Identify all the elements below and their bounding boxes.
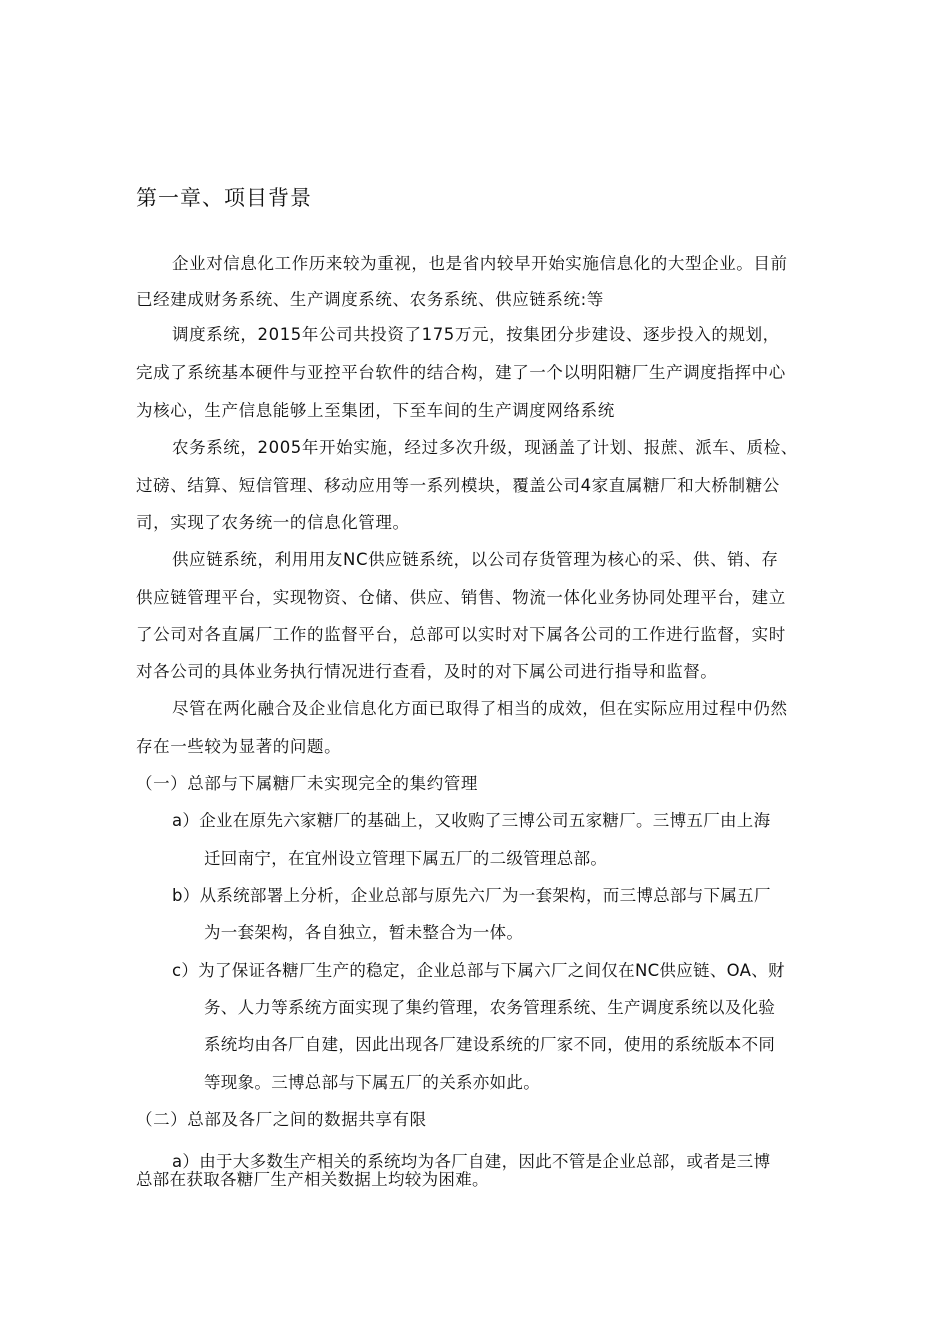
paragraph-line: 对各公司的具体业务执行情况进行查看，及时的对下属公司进行指导和监督。 — [136, 662, 718, 681]
paragraph-line: 了公司对各直属厂工作的监督平台，总部可以实时对下属各公司的工作进行监督，实时 — [136, 625, 786, 644]
list-item-continuation: 等现象。三博总部与下属五厂的关系亦如此。 — [204, 1073, 540, 1092]
paragraph-line: 企业对信息化工作历来较为重视，也是省内较早开始实施信息化的大型企业。目前 — [172, 254, 788, 273]
list-item-continuation: 总部在获取各糖厂生产相关数据上均较为困难。 — [136, 1170, 489, 1189]
chapter-heading: 第一章、项目背景 — [136, 186, 312, 210]
list-item: a）企业在原先六家糖厂的基础上，又收购了三博公司五家糖厂。三博五厂由上海 — [172, 811, 771, 830]
list-item: c）为了保证各糖厂生产的稳定，企业总部与下属六厂之间仅在NC供应链、OA、财 — [172, 961, 785, 980]
section-heading: （一）总部与下属糖厂未实现完全的集约管理 — [136, 774, 478, 793]
paragraph-line: 农务系统，2005年开始实施，经过多次升级，现涵盖了计划、报蔗、派车、质检、 — [172, 438, 798, 457]
paragraph-line: 尽管在两化融合及企业信息化方面已取得了相当的成效，但在实际应用过程中仍然 — [172, 699, 788, 718]
list-item: a）由于大多数生产相关的系统均为各厂自建，因此不管是企业总部，或者是三博 — [172, 1152, 771, 1171]
paragraph-line: 已经建成财务系统、生产调度系统、农务系统、供应链系统:等 — [136, 290, 604, 309]
paragraph-line: 完成了系统基本硬件与亚控平台软件的结合构，建了一个以明阳糖厂生产调度指挥中心 — [136, 363, 786, 382]
list-item-continuation: 系统均由各厂自建，因此出现各厂建设系统的厂家不同，使用的系统版本不同 — [204, 1035, 776, 1054]
paragraph-line: 过磅、结算、短信管理、移动应用等一系列模块，覆盖公司4家直属糖厂和大桥制糖公 — [136, 476, 780, 495]
list-item-continuation: 为一套架构，各自独立，暂未整合为一体。 — [204, 923, 524, 942]
paragraph-line: 调度系统，2015年公司共投资了175万元，按集团分步建设、逐步投入的规划， — [172, 325, 780, 344]
paragraph-line: 供应链管理平台，实现物资、仓储、供应、销售、物流一体化业务协同处理平台，建立 — [136, 588, 786, 607]
paragraph-line: 为核心，生产信息能够上至集团，下至车间的生产调度网络系统 — [136, 401, 615, 420]
list-item-continuation: 迁回南宁，在宜州设立管理下属五厂的二级管理总部。 — [204, 849, 608, 868]
list-item-continuation: 务、人力等系统方面实现了集约管理，农务管理系统、生产调度系统以及化验 — [204, 998, 776, 1017]
list-item: b）从系统部署上分析，企业总部与原先六厂为一套架构，而三博总部与下属五厂 — [172, 886, 771, 905]
paragraph-line: 存在一些较为显著的问题。 — [136, 737, 342, 756]
paragraph-line: 供应链系统，利用用友NC供应链系统，以公司存货管理为核心的采、供、销、存 — [172, 550, 779, 569]
paragraph-line: 司，实现了农务统一的信息化管理。 — [136, 513, 410, 532]
section-heading: （二）总部及各厂之间的数据共享有限 — [136, 1110, 427, 1129]
